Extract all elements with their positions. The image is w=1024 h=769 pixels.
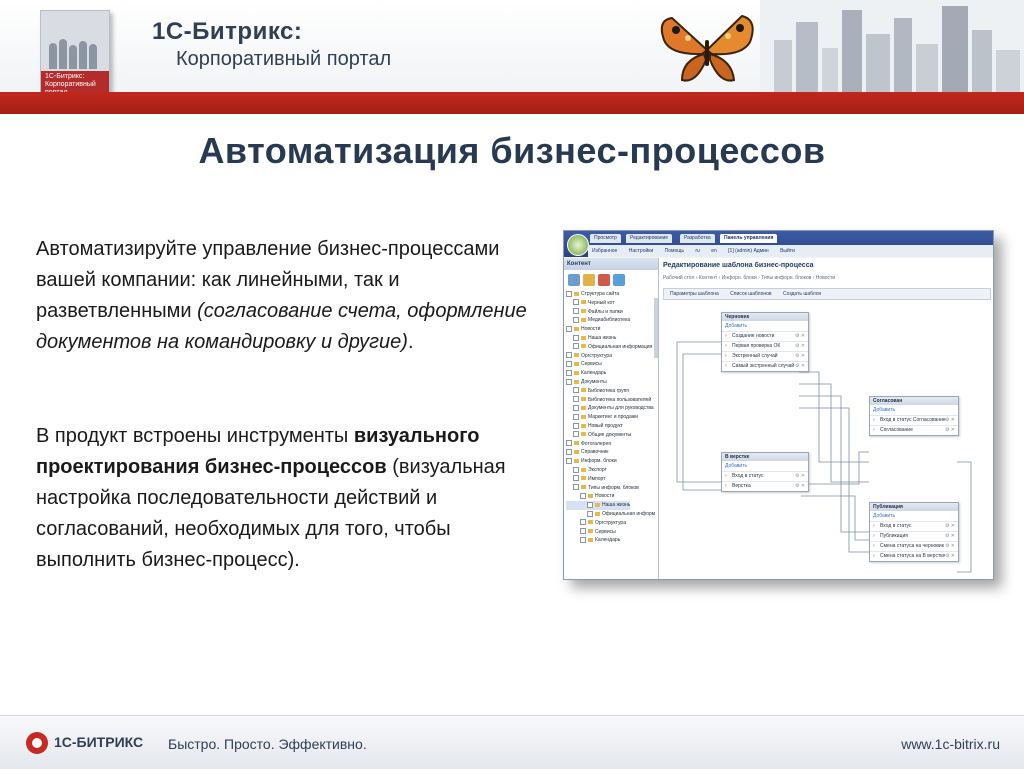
folder-icon [581,406,586,410]
expand-toggle-icon[interactable] [573,414,579,420]
tree-item-label: Календарь [581,370,607,377]
folder-icon [574,441,579,445]
folder-icon [581,415,586,419]
bitrix-logo-icon [26,732,48,754]
expand-toggle-icon[interactable] [573,431,579,437]
state-action[interactable]: › Вход в статус ⚙ ✕ [722,471,808,481]
bitrix-logo-icon [567,234,589,256]
tree-item[interactable] [566,448,609,457]
paragraph-intro-examples: (согласование счета, оформление документов на командировку и другие) [36,300,527,353]
lang-ru[interactable]: ru [695,248,700,254]
user-link[interactable]: [1] (admin) Админ [728,248,769,254]
tree-item-label: Документы [581,379,607,385]
expand-toggle-icon[interactable] [573,396,579,402]
tree-item[interactable] [566,404,654,413]
tree-item-label: Официальная информация [588,343,653,350]
tree-item[interactable] [566,466,607,475]
state-block-approved[interactable] [869,396,959,436]
paragraph-intro-end: . [407,331,414,353]
screenshot-sidebar [564,258,659,579]
bp-diagram [659,302,993,579]
tree-item-label: Библиотека пользователей [588,396,652,403]
city-skyline-image [760,0,1024,92]
folder-icon [574,362,579,366]
folder-icon [574,380,579,384]
folder-icon [581,344,586,348]
tree-item-label: Экспорт [588,467,607,473]
expand-toggle-icon[interactable] [573,335,579,341]
favorites-link[interactable]: Избранное [592,248,618,254]
expand-toggle-icon[interactable] [566,458,572,464]
folder-icon [581,388,586,392]
expand-toggle-icon[interactable] [580,493,586,499]
tree-item-label: Сервисы [595,528,616,535]
tree-item-label: Документы для руководства [588,405,654,412]
tree-item-label: Новости [581,326,601,333]
tab-view[interactable]: Просмотр [590,234,621,243]
expand-toggle-icon[interactable] [566,326,572,332]
expand-toggle-icon[interactable] [580,519,586,525]
folder-icon [588,538,593,542]
tree-item-label: Черный кот [588,299,615,306]
tree-item-label: Информ. блоки [581,458,617,465]
state-action[interactable]: › Согласование ⚙ ✕ [870,425,958,435]
state-action[interactable]: › Самый экстренный случай ⚙ ✕ [722,361,808,371]
tree-item-label: Общие документы [588,431,632,438]
folder-icon [574,327,579,331]
tab-edit[interactable]: Редактирование [626,234,672,243]
product-box-label: 1С-Битрикс: Корпоративный [41,71,109,107]
tree-item-label: Официальная информ [602,511,656,517]
screenshot-toolbar [588,245,993,257]
tree-item[interactable] [566,510,655,519]
expand-toggle-icon[interactable] [587,502,593,508]
paragraph-tools-detail: (визуальная настройка последовательности действий и согласований, необходимых для того, чтобы выполнить бизнес-процесс). [36,456,506,571]
state-action[interactable]: › Создание новости ⚙ ✕ [722,331,808,341]
butterfly-image [652,10,762,90]
folder-icon [588,520,593,524]
red-band [0,92,1024,114]
tree-item-label: Медиабиблиотека [588,317,631,324]
tree-item-label: Типы информ. блоков [588,484,639,491]
tree-item[interactable] [566,413,638,422]
tree-item[interactable] [566,440,611,449]
tree-item[interactable] [566,492,614,501]
folder-icon [581,397,586,401]
tree-item-label: Импорт [588,475,606,482]
tree-item[interactable] [566,519,626,528]
expand-toggle-icon[interactable] [566,370,572,376]
paragraph-intro [36,234,536,358]
expand-toggle-icon[interactable] [587,511,593,517]
state-action[interactable]: › Верстка ⚙ ✕ [722,481,808,491]
folder-icon [595,512,600,516]
folder-icon [581,432,586,436]
expand-toggle-icon[interactable] [573,467,579,473]
tree-item[interactable] [566,316,630,325]
tree-item[interactable] [566,334,616,343]
settings-link[interactable]: Настройки [628,248,654,254]
tree-item[interactable] [566,475,605,484]
folder-icon [574,353,579,357]
lang-en[interactable]: en [711,248,717,254]
slide-title: Автоматизация бизнес-процессов [198,130,826,171]
folder-icon [581,300,586,304]
expand-toggle-icon[interactable] [573,299,579,305]
tab-develop[interactable]: Разработка [680,234,715,243]
create-template-button[interactable]: Создать шаблон [782,291,822,297]
folder-icon [574,450,579,454]
expand-toggle-icon[interactable] [573,484,579,490]
folder-icon [581,318,586,322]
expand-toggle-icon[interactable] [566,440,572,446]
state-action[interactable]: › Смена статуса на В верстке ⚙ ✕ [870,551,958,561]
state-action[interactable]: › Публикация ⚙ ✕ [870,531,958,541]
paragraph-intro-text: Автоматизируйте управление бизнес-процессами вашей компании: как линейными, так и разветвленными [36,238,500,322]
state-action[interactable]: › Экстренный случай ⚙ ✕ [722,351,808,361]
sidebar-scrollbar[interactable] [654,298,658,358]
tree-item-label: Фотогалерея [581,440,611,447]
state-action[interactable]: › Смена статуса на черновик ⚙ ✕ [870,541,958,551]
tree-item[interactable] [566,369,606,378]
tab-control-panel[interactable]: Панель управления [720,234,777,243]
state-block-layout[interactable] [721,452,809,492]
folder-icon [574,292,579,296]
tree-item-label: Файлы и папки [588,308,623,315]
tree-item-label: Наша жизнь [602,502,631,509]
sidebar-title: Контент [564,258,658,270]
tree-item[interactable] [566,343,652,352]
tree-item[interactable] [566,378,607,387]
settings-icon[interactable] [598,274,610,286]
expand-toggle-icon[interactable] [573,317,579,323]
breadcrumb: Рабочий стол › Контент › Инфорн. блоки › Типы инфорн. блоков › Новости [663,275,836,281]
tree-item[interactable] [566,484,639,493]
expand-toggle-icon[interactable] [580,537,586,543]
template-params-button[interactable]: Параметры шаблона [670,291,719,297]
folder-icon [581,476,586,480]
tree-item[interactable] [566,457,617,466]
paragraph-tools [36,421,536,576]
expand-toggle-icon[interactable] [573,423,579,429]
editor-title: Редактирование шаблона бизнес-процесса [663,262,814,269]
tree-item-label: Структура сайта [581,291,620,297]
expand-toggle-icon[interactable] [573,387,579,393]
tree-item[interactable] [566,325,600,334]
folder-icon [574,459,579,463]
add-action-link[interactable]: Добавить [873,513,896,519]
expand-toggle-icon[interactable] [573,308,579,314]
services-icon[interactable] [583,274,595,286]
screenshot-main [659,258,993,579]
folder-icon [581,485,586,489]
brand-title: 1С-Битрикс: [152,18,303,45]
editor-buttonbar [663,288,991,300]
tree-item[interactable] [566,536,620,545]
folder-icon [581,468,586,472]
content-icon[interactable] [568,274,580,286]
paragraph-tools-lead: В продукт встроены инструменты [36,425,349,447]
state-block-draft[interactable] [721,312,809,372]
folder-icon [581,424,586,428]
state-title: Черновик [722,313,808,321]
add-action-link[interactable]: Добавить [725,463,748,469]
brand-subtitle: Корпоративный портал [176,48,392,70]
tree-item-label: Новый продукт [588,423,623,429]
tree-item[interactable] [566,431,631,440]
tree-item[interactable] [566,422,623,431]
paragraph-tools-highlight: визуального проектирования бизнес-процессов [36,425,480,478]
folder-icon [595,503,600,507]
state-action[interactable]: › Вход в статус Согласование ⚙ ✕ [870,415,958,425]
tree-item-label: Календарь [595,537,621,544]
help-link[interactable]: Помощь [664,248,684,254]
tree-item[interactable] [566,528,616,537]
expand-toggle-icon[interactable] [566,291,572,297]
tree-item[interactable] [566,352,612,361]
tree-item-label: Сервисы [581,361,602,368]
tree-item[interactable] [566,396,651,405]
logout-link[interactable]: Выйти [780,248,795,254]
expand-toggle-icon[interactable] [566,361,572,367]
expand-toggle-icon[interactable] [573,475,579,481]
tree-item[interactable] [566,299,615,308]
footer-url[interactable]: www.1c-bitrix.ru [901,736,1000,752]
state-action[interactable]: › Вход в статус ⚙ ✕ [870,521,958,531]
tree-item[interactable] [566,308,623,317]
folder-icon [581,336,586,340]
expand-toggle-icon[interactable] [566,379,572,385]
folder-icon [574,371,579,375]
tree-item-label: Оргструктура [595,519,626,526]
tree-item-label: Новости [595,493,615,500]
state-title: В верстке [722,453,808,461]
add-action-link[interactable]: Добавить [873,407,896,413]
template-list-button[interactable]: Список шаблонов [730,291,772,297]
tree-item[interactable] [566,290,619,299]
footer-slogan: Быстро. Просто. Эффективно. [168,736,367,752]
state-action[interactable]: › Первая проверка ОК ⚙ ✕ [722,341,808,351]
globe-icon[interactable] [613,274,625,286]
expand-toggle-icon[interactable] [566,352,572,358]
expand-toggle-icon[interactable] [580,528,586,534]
state-title: Публикация [870,503,958,511]
tree-item-label: Справочник [581,449,609,456]
tree-item-label: Оргструктура [581,352,612,359]
folder-icon [588,529,593,533]
tree-item-label: Маркетинг и продажи [588,414,638,421]
footer [0,715,1024,769]
tree-item[interactable] [566,387,629,396]
tree-item-label: Библиотека групп [588,387,630,394]
folder-icon [581,309,586,313]
add-action-link[interactable]: Добавить [725,323,748,329]
bp-editor-screenshot [563,230,994,580]
header [0,0,1024,92]
state-title: Согласован [870,397,958,405]
expand-toggle-icon[interactable] [573,405,579,411]
state-block-published[interactable] [869,502,959,562]
tree-item-label: Наша жизнь [588,335,617,341]
footer-logo-text: 1С-БИТРИКС [54,734,144,750]
tree-item[interactable] [566,501,630,510]
expand-toggle-icon[interactable] [573,343,579,349]
tree-item[interactable] [566,360,602,369]
expand-toggle-icon[interactable] [566,449,572,455]
folder-icon [588,494,593,498]
